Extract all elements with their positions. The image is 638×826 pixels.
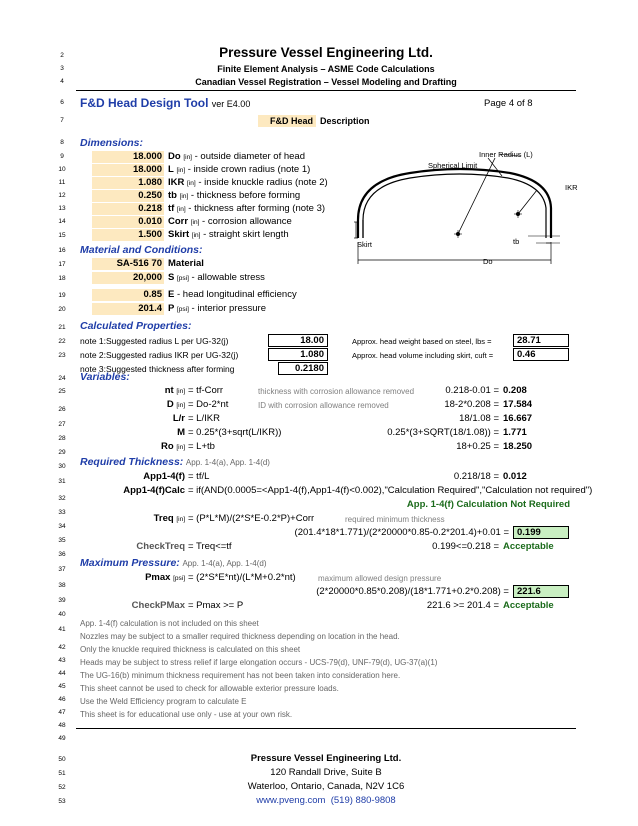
checktreq-result: Acceptable <box>503 541 554 552</box>
treq-comment: required minimum thickness <box>345 515 445 524</box>
row-number: 22 <box>58 338 66 345</box>
row-number: 16 <box>58 247 66 254</box>
header-divider <box>76 90 576 91</box>
m-result: 1.771 <box>503 427 527 438</box>
lr-formula: = L/IKR <box>188 413 220 424</box>
row-number: 31 <box>58 478 66 485</box>
skirt-value[interactable]: 1.500 <box>92 229 164 241</box>
e-label: E - head longitudinal efficiency <box>168 289 297 300</box>
volume-value: 0.46 <box>513 348 569 361</box>
row-number: 40 <box>58 611 66 618</box>
d-comment: ID with corrosion allowance removed <box>258 401 389 410</box>
row-number: 24 <box>58 375 66 382</box>
row-number: 17 <box>58 261 66 268</box>
variables-heading: Variables: <box>80 371 130 383</box>
nt-formula: = tf-Corr <box>188 385 224 396</box>
nt-calc: 0.218-0.01 = <box>445 385 499 396</box>
checktreq-formula: = Treq<=tf <box>188 541 232 552</box>
lr-result: 16.667 <box>503 413 533 424</box>
material-label: Material <box>168 258 204 269</box>
do-label: Do [in] - outside diameter of head <box>168 151 305 162</box>
nt-symbol: nt [in] <box>164 385 185 396</box>
row-number: 48 <box>58 722 66 729</box>
row-number: 35 <box>58 537 66 544</box>
app14f-calc: 0.218/18 = <box>453 471 499 482</box>
tool-name: F&D Head Design Tool <box>80 96 209 110</box>
row-number: 25 <box>58 388 66 395</box>
diagram-do: Do <box>483 257 493 266</box>
pmax-formula: = (2*S*E*nt)/(L*M+0.2*nt) <box>188 572 296 583</box>
app14f-result: 0.012 <box>503 471 527 482</box>
p-value[interactable]: 201.4 <box>92 303 164 315</box>
nt-comment: thickness with corrosion allowance removed <box>258 387 415 396</box>
checktreq-symbol: CheckTreq <box>136 541 185 552</box>
footer-phone-link[interactable]: (519) 880-9808 <box>330 795 396 806</box>
note-item: This sheet is for educational use only - use at your own risk. <box>80 710 293 719</box>
diagram-skirt: Skirt <box>357 240 372 249</box>
row-number: 13 <box>58 205 66 212</box>
note1-label: note 1:Suggested radius L per UG-32(j) <box>80 336 229 346</box>
footer-web-link[interactable]: www.pveng.com <box>256 795 326 806</box>
checkpmax-calc: 221.6 >= 201.4 = <box>426 600 499 611</box>
row-number: 2 <box>60 52 64 59</box>
m-symbol: M <box>177 427 185 438</box>
e-value[interactable]: 0.85 <box>92 289 164 301</box>
row-number: 19 <box>58 292 66 299</box>
d-symbol: D [in] <box>166 399 185 410</box>
ikr-value[interactable]: 1.080 <box>92 177 164 189</box>
row-number: 12 <box>58 192 66 199</box>
maximum-heading-row: Maximum Pressure: App. 1-4(a), App. 1-4(d) <box>80 557 267 569</box>
required-heading-row: Required Thickness: App. 1-4(a), App. 1-4(d) <box>80 456 270 468</box>
tool-title <box>80 96 250 112</box>
l-value[interactable]: 18.000 <box>92 164 164 176</box>
note3-label: note 3:Suggested thickness after forming <box>80 364 235 374</box>
row-number: 34 <box>58 523 66 530</box>
lr-symbol: L/r <box>172 413 185 424</box>
row-number: 38 <box>58 582 66 589</box>
footer-address: 120 Randall Drive, Suite B <box>270 767 382 778</box>
corr-value[interactable]: 0.010 <box>92 216 164 228</box>
row-number: 51 <box>58 770 66 777</box>
row-number: 6 <box>60 99 64 106</box>
row-number: 37 <box>58 566 66 573</box>
diagram-ikr: IKR <box>565 183 578 192</box>
row-number: 28 <box>58 435 66 442</box>
row-number: 47 <box>58 709 66 716</box>
app14fcalc-result: App. 1-4(f) Calculation Not Required <box>406 499 570 510</box>
ro-formula: = L+tb <box>188 441 215 452</box>
row-number: 43 <box>58 657 66 664</box>
checkpmax-symbol: CheckPMax <box>131 600 185 611</box>
ro-calc: 18+0.25 = <box>456 441 499 452</box>
nt-result: 0.208 <box>503 385 527 396</box>
row-number: 14 <box>58 218 66 225</box>
row-number: 41 <box>58 626 66 633</box>
ro-symbol: Ro [in] <box>161 441 185 452</box>
tool-version: ver E4.00 <box>211 99 251 109</box>
checktreq-calc: 0.199<=0.218 = <box>432 541 499 552</box>
lr-calc: 18/1.08 = <box>459 413 499 424</box>
treq-formula: = (P*L*M)/(2*S*E-0.2*P)+Corr <box>188 513 315 524</box>
treq-calc: (201.4*18*1.771)/(2*20000*0.85-0.2*201.4)+0.01 = <box>294 527 509 538</box>
app14fcalc-symbol: App1-4(f)Calc <box>123 485 185 496</box>
s-label: S [psi] - allowable stress <box>168 272 265 283</box>
row-number: 33 <box>58 509 66 516</box>
p-label: P [psi] - interior pressure <box>168 303 266 314</box>
s-value[interactable]: 20,000 <box>92 272 164 284</box>
footer-company: Pressure Vessel Engineering Ltd. <box>250 753 402 764</box>
note3-value: 0.2180 <box>278 362 328 375</box>
row-number: 42 <box>58 644 66 651</box>
do-value[interactable]: 18.000 <box>92 151 164 163</box>
note2-label: note 2:Suggested radius IKR per UG-32(j) <box>80 350 239 360</box>
ikr-label: IKR [in] - inside knuckle radius (note 2) <box>168 177 328 188</box>
note-item: Only the knuckle required thickness is calculated on this sheet <box>80 645 301 654</box>
note-item: Heads may be subject to stress relief if large elongation occurs - UCS-79(d), UNF-79(d), UG-37(a)(1) <box>80 658 438 667</box>
row-number: 29 <box>58 449 66 456</box>
d-calc: 18-2*0.208 = <box>444 399 499 410</box>
calculated-heading: Calculated Properties: <box>80 320 192 332</box>
row-number: 4 <box>60 78 64 85</box>
row-number: 7 <box>60 117 64 124</box>
app14fcalc-formula: = if(AND(0.0005=<App1-4(f),App1-4(f)<0.002),"Calculation Required","Calculation not required") <box>188 485 593 496</box>
description-label: Description <box>320 116 370 126</box>
l-label: L [in] - inside crown radius (note 1) <box>168 164 311 175</box>
pmax-calc: (2*20000*0.85*0.208)/(18*1.771+0.2*0.208) = <box>316 586 509 597</box>
pmax-comment: maximum allowed design pressure <box>318 574 442 583</box>
row-number: 32 <box>58 495 66 502</box>
note-item: The UG-16(b) minimum thickness requirement has not been taken into consideration here. <box>80 671 401 680</box>
diagram-spherical-limit: Spherical Limit <box>428 161 478 170</box>
m-calc: 0.25*(3+SQRT(18/1.08)) = <box>387 427 499 438</box>
weight-value: 28.71 <box>513 334 569 347</box>
m-formula: = 0.25*(3+sqrt(L/IKR)) <box>188 427 282 438</box>
footer-contact <box>76 795 576 807</box>
note-item: Nozzles may be subject to a smaller required thickness depending on location in the head. <box>80 632 400 641</box>
row-number: 45 <box>58 683 66 690</box>
corr-label: Corr [in] - corrosion allowance <box>168 216 292 227</box>
row-number: 15 <box>58 232 66 239</box>
ro-result: 18.250 <box>503 441 533 452</box>
volume-label: Approx. head volume including skirt, cuft = <box>352 351 494 360</box>
row-number: 26 <box>58 406 66 413</box>
row-number: 27 <box>58 421 66 428</box>
footer-divider <box>76 728 576 729</box>
note-item: Use the Weld Efficiency program to calculate E <box>80 697 247 706</box>
page-number: Page 4 of 8 <box>484 98 533 109</box>
tf-label: tf [in] - thickness after forming (note 3) <box>168 203 326 214</box>
treq-result: 0.199 <box>513 526 569 539</box>
treq-symbol: Treq [in] <box>153 513 185 524</box>
tf-value[interactable]: 0.218 <box>92 203 164 215</box>
tb-value[interactable]: 0.250 <box>92 190 164 202</box>
row-number: 10 <box>58 166 66 173</box>
row-number: 53 <box>58 798 66 805</box>
material-heading: Material and Conditions: <box>80 244 203 256</box>
row-number: 11 <box>58 179 66 186</box>
app14f-symbol: App1-4(f) <box>143 471 185 482</box>
row-number: 49 <box>58 735 66 742</box>
tb-label: tb [in] - thickness before forming <box>168 190 301 201</box>
row-number: 46 <box>58 696 66 703</box>
row-number: 9 <box>60 153 64 160</box>
footer-city: Waterloo, Ontario, Canada, N2V 1C6 <box>247 781 405 792</box>
row-number: 39 <box>58 597 66 604</box>
row-number: 18 <box>58 275 66 282</box>
note-item: App. 1-4(f) calculation is not included on this sheet <box>80 619 259 628</box>
row-number: 44 <box>58 670 66 677</box>
header-line2: Finite Element Analysis – ASME Code Calculations <box>217 64 435 74</box>
header-company: Pressure Vessel Engineering Ltd. <box>219 45 433 60</box>
note1-value: 18.00 <box>268 334 328 347</box>
header-line3: Canadian Vessel Registration – Vessel Modeling and Drafting <box>195 77 457 87</box>
d-formula: = Do-2*nt <box>188 399 229 410</box>
row-number: 8 <box>60 139 64 146</box>
note-item: This sheet cannot be used to check for allowable exterior pressure loads. <box>80 684 339 693</box>
d-result: 17.584 <box>503 399 533 410</box>
pmax-result: 221.6 <box>513 585 569 598</box>
description-box[interactable]: F&D Head <box>258 115 316 127</box>
pmax-symbol: Pmax [psi] <box>145 572 185 583</box>
checkpmax-result: Acceptable <box>503 600 554 611</box>
row-number: 23 <box>58 352 66 359</box>
skirt-label: Skirt [in] - straight skirt length <box>168 229 289 240</box>
checkpmax-formula: = Pmax >= P <box>188 600 244 611</box>
dimensions-heading: Dimensions: <box>80 137 144 149</box>
row-number: 52 <box>58 784 66 791</box>
weight-label: Approx. head weight based on steel, lbs = <box>352 337 492 346</box>
row-number: 21 <box>58 324 66 331</box>
material-value[interactable]: SA-516 70 <box>92 258 164 270</box>
row-number: 3 <box>60 65 64 72</box>
diagram-tb: tb <box>513 237 520 246</box>
diagram-inner-radius: Inner Radius (L) <box>479 150 533 159</box>
row-number: 20 <box>58 306 66 313</box>
note2-value: 1.080 <box>268 348 328 361</box>
row-number: 30 <box>58 463 66 470</box>
row-number: 50 <box>58 756 66 763</box>
app14f-formula: = tf/L <box>188 471 210 482</box>
row-number: 36 <box>58 551 66 558</box>
